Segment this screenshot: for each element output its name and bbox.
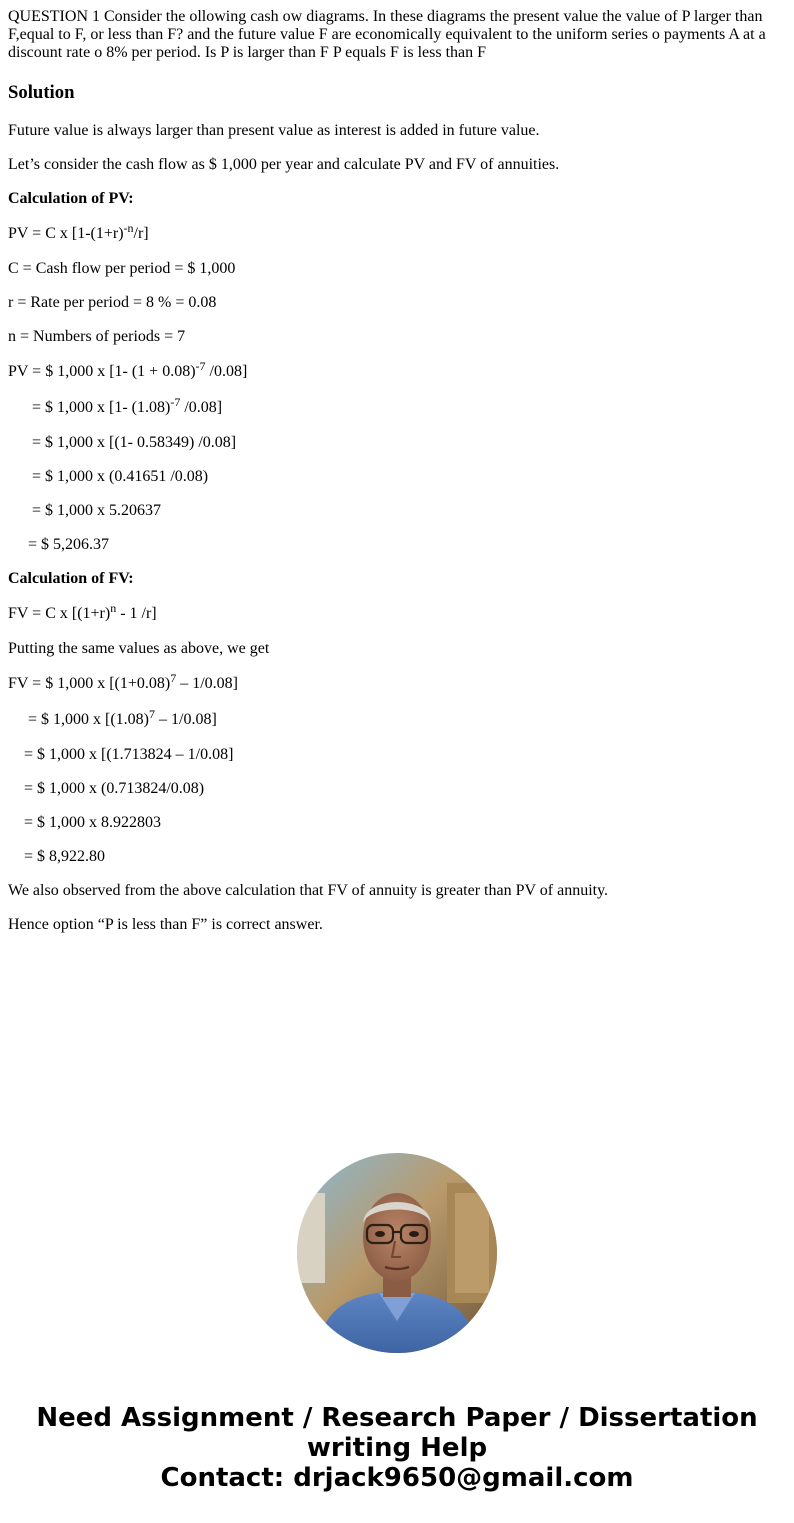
contact-email: Contact: drjack9650@gmail.com bbox=[160, 1463, 634, 1493]
pv-n-definition: n = Numbers of periods = 7 bbox=[8, 328, 186, 345]
conclusion-paragraph-2: Hence option “P is less than F” is correct answer. bbox=[8, 916, 323, 933]
pv-step-2: = $ 1,000 x [1- $(1.08)^{-7}$ /0.08] bbox=[8, 395, 223, 416]
pv-c-definition: C = Cash flow per period = $ 1,000 bbox=[8, 260, 236, 277]
fv-step-1: FV = $ 1,000 x $[(1+0.08)^7 - 1/0.08]$ bbox=[8, 671, 238, 692]
fv-formula: FV = C x [$(1+r)^n - 1$ /r] bbox=[8, 601, 157, 622]
fv-step-5: = $ 1,000 x 8.922803 bbox=[8, 814, 162, 831]
pv-heading: Calculation of PV: bbox=[8, 190, 134, 207]
fv-result: = $ 8,922.80 bbox=[8, 848, 106, 865]
conclusion-paragraph-1: We also observed from the above calculation that FV of annuity is greater than PV of annuity. bbox=[8, 882, 609, 899]
pv-step-5: = $ 1,000 x 5.20637 bbox=[8, 502, 162, 519]
intro-paragraph-1: Future value is always larger than present value as interest is added in future value. bbox=[8, 122, 540, 139]
pv-step-3: = $ 1,000 x [(1- 0.58349) /0.08] bbox=[8, 434, 237, 451]
question-text: QUESTION 1 Consider the ollowing cash ow diagrams. In these diagrams the present value the value of P larger than F,equal to F, or less than F? and the future value F are economically equivalent to the uniform series o payments A at a discount rate o 8% per period. Is P is larger than F P equals F is less than F bbox=[8, 8, 766, 61]
pv-result: = $ 5,206.37 bbox=[8, 536, 110, 553]
fv-putting-values: Putting the same values as above, we get bbox=[8, 640, 270, 657]
fv-heading: Calculation of FV: bbox=[8, 570, 134, 587]
author-avatar bbox=[297, 1153, 497, 1353]
solution-heading: Solution bbox=[8, 82, 75, 103]
pv-r-definition: r = Rate per period = 8 % = 0.08 bbox=[8, 294, 217, 311]
banner-line-1: Need Assignment / Research Paper / Dissertation bbox=[36, 1403, 758, 1433]
intro-paragraph-2: Let’s consider the cash flow as $ 1,000 per year and calculate PV and FV of annuities. bbox=[8, 156, 560, 173]
fv-step-3: = $ 1,000 x [(1.713824 – 1/0.08] bbox=[8, 746, 234, 763]
fv-step-2: = $ 1,000 x $[(1.08)^7 - 1/0.08]$ bbox=[8, 707, 217, 728]
banner-line-2: writing Help bbox=[306, 1433, 488, 1463]
document-body bbox=[8, 8, 786, 934]
contact-banner bbox=[0, 1403, 794, 1493]
pv-step-1: PV = $ 1,000 x [1- $(1 + 0.08)^{-7}$ /0.08] bbox=[8, 359, 248, 380]
pv-step-4: = $ 1,000 x (0.41651 /0.08) bbox=[8, 468, 209, 485]
pv-formula: PV = C x $[1-(1+r)^{-n}/r]$ bbox=[8, 221, 149, 242]
fv-step-4: = $ 1,000 x (0.713824/0.08) bbox=[8, 780, 205, 797]
